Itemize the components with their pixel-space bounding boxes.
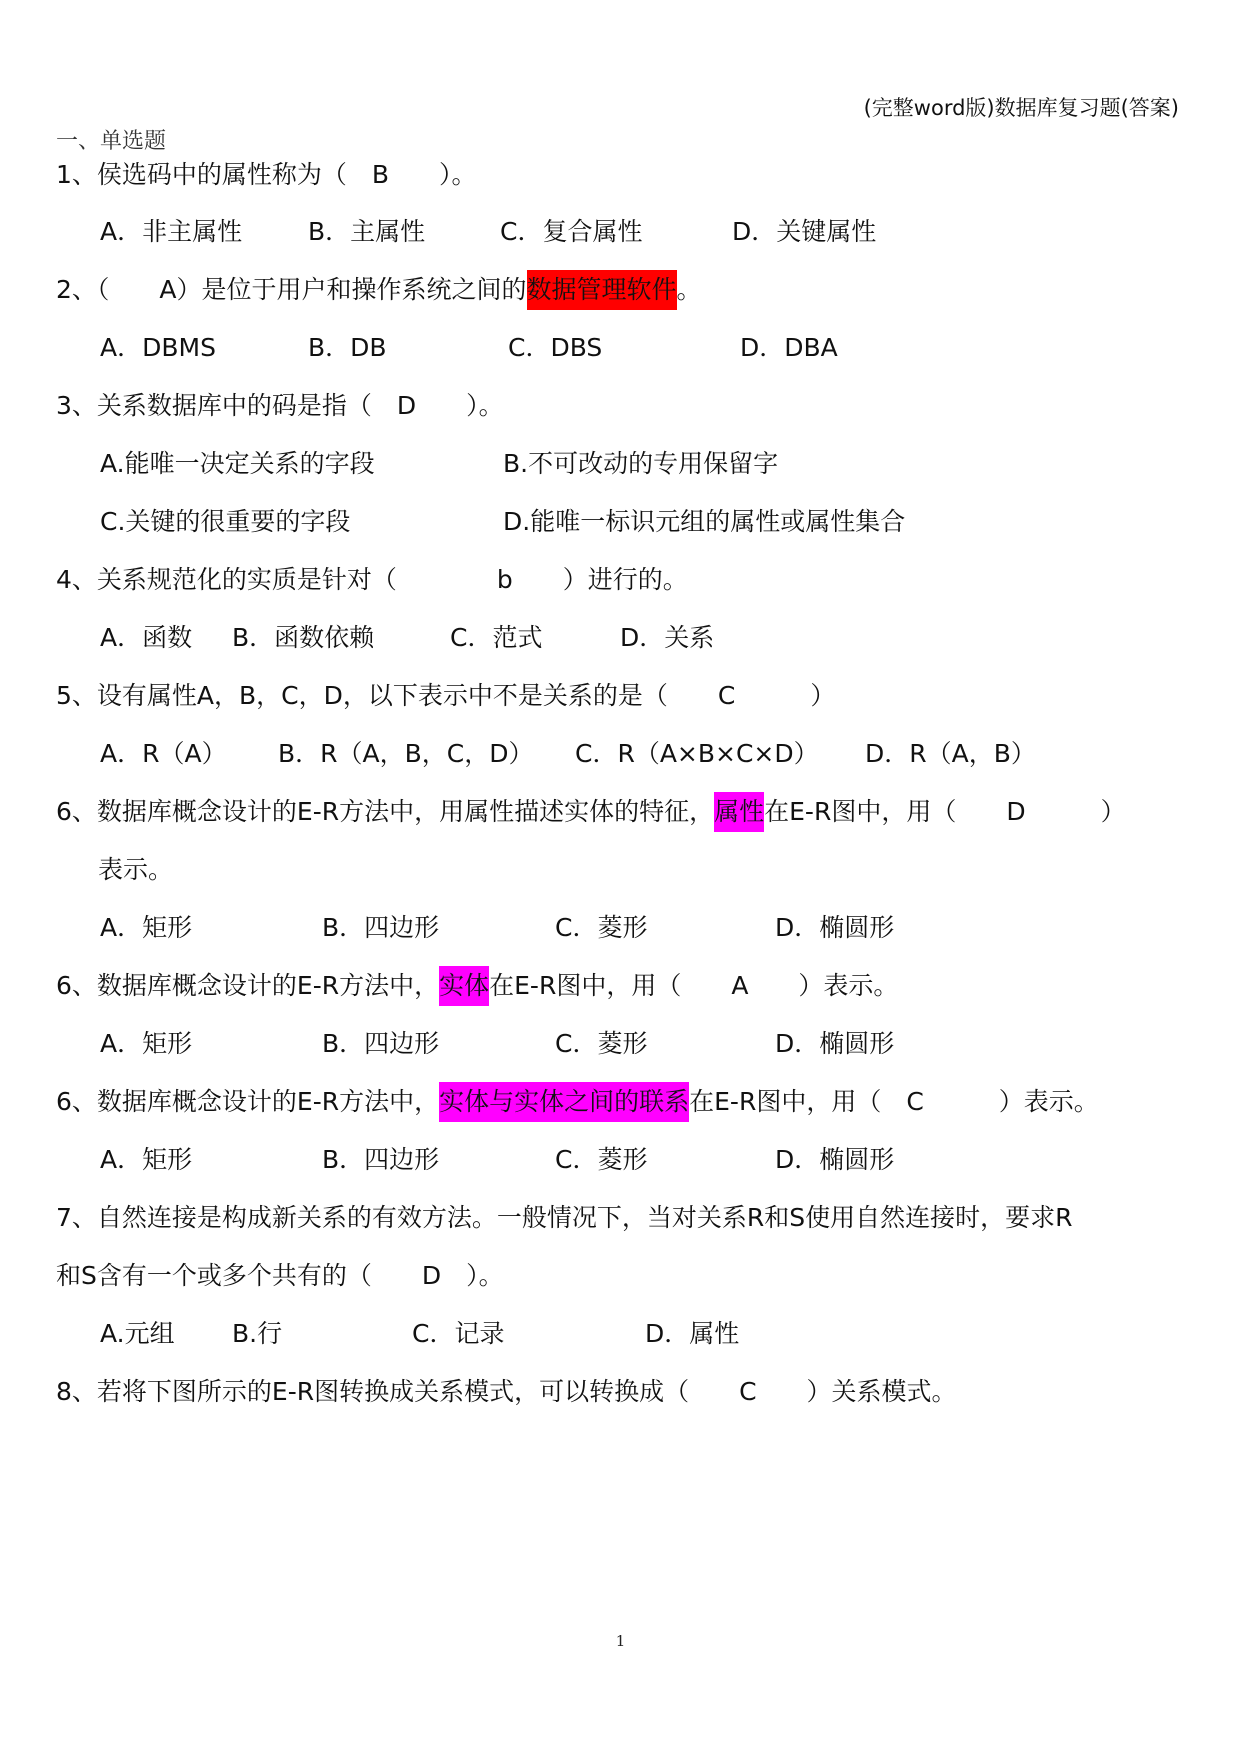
- option-c: C．记录: [412, 1319, 505, 1348]
- option-d: D．DBA: [740, 333, 838, 362]
- question-text-after: 在E-R图中，用（ A ）表示。: [489, 971, 899, 1000]
- option-a: A．函数: [100, 623, 193, 652]
- option-a: A.元组: [100, 1319, 175, 1348]
- highlight-red: 数据管理软件: [527, 270, 677, 310]
- question-text: 5、设有属性A，B，C，D，以下表示中不是关系的是（ C ）: [56, 681, 836, 710]
- option-d: D．椭圆形: [775, 913, 895, 942]
- question-text-continuation: 表示。: [98, 855, 174, 884]
- option-c: C．范式: [450, 623, 543, 652]
- option-a: A．矩形: [100, 1029, 193, 1058]
- question-text-before: 6、数据库概念设计的E-R方法中，: [56, 971, 440, 1000]
- question-text-after: 在E-R图中，用（ C ）表示。: [689, 1087, 1099, 1116]
- option-b: B．R（A，B，C，D）: [278, 739, 534, 768]
- highlight-magenta: 实体: [439, 966, 489, 1006]
- option-b: B．主属性: [308, 217, 426, 246]
- question-text: 1、侯选码中的属性称为（ B ）。: [56, 160, 477, 189]
- question-text-after: 。: [676, 275, 702, 304]
- option-a: A．DBMS: [100, 333, 216, 362]
- option-c: C．菱形: [555, 913, 648, 942]
- option-b: B．四边形: [322, 913, 440, 942]
- question-text: 3、关系数据库中的码是指（ D ）。: [56, 391, 504, 420]
- option-c: C．菱形: [555, 1029, 648, 1058]
- page-header: (完整word版)数据库复习题(答案): [863, 96, 1179, 120]
- option-d: D.能唯一标识元组的属性或属性集合: [503, 507, 906, 536]
- option-c: C．R（A×B×C×D）: [575, 739, 819, 768]
- question-text: [56, 792, 1126, 832]
- question-text-before: 2、（ A）是位于用户和操作系统之间的: [56, 275, 527, 304]
- option-c: C．复合属性: [500, 217, 643, 246]
- option-b: B．四边形: [322, 1029, 440, 1058]
- option-d: D．属性: [645, 1319, 740, 1348]
- question-text: [56, 1082, 1099, 1122]
- option-b: B．函数依赖: [232, 623, 375, 652]
- option-b: B．四边形: [322, 1145, 440, 1174]
- option-d: D．R（A，B）: [865, 739, 1036, 768]
- question-text-continuation: 和S含有一个或多个共有的（ D ）。: [56, 1261, 504, 1290]
- option-a: A．R（A）: [100, 739, 227, 768]
- section-title: 一、单选题: [56, 129, 167, 154]
- option-a: A.能唯一决定关系的字段: [100, 449, 375, 478]
- question-text: 4、关系规范化的实质是针对（ b ）进行的。: [56, 565, 688, 594]
- option-a: A．非主属性: [100, 217, 243, 246]
- question-text: [56, 966, 898, 1006]
- option-d: D．关键属性: [732, 217, 877, 246]
- question-text: 8、若将下图所示的E-R图转换成关系模式，可以转换成（ C ）关系模式。: [56, 1377, 957, 1406]
- option-c: C．DBS: [508, 333, 603, 362]
- option-d: D．关系: [620, 623, 715, 652]
- highlight-magenta: 属性: [714, 792, 764, 832]
- highlight-magenta: 实体与实体之间的联系: [439, 1082, 689, 1122]
- question-text: 7、自然连接是构成新关系的有效方法。一般情况下，当对关系R和S使用自然连接时，要求R: [56, 1203, 1073, 1232]
- option-b: B．DB: [308, 333, 387, 362]
- option-d: D．椭圆形: [775, 1029, 895, 1058]
- option-b: B.不可改动的专用保留字: [503, 449, 779, 478]
- page-number: 1: [615, 1632, 626, 1650]
- option-c: C．菱形: [555, 1145, 648, 1174]
- option-a: A．矩形: [100, 913, 193, 942]
- question-text-before: 6、数据库概念设计的E-R方法中，用属性描述实体的特征，: [56, 797, 715, 826]
- option-b: B.行: [232, 1319, 283, 1348]
- option-c: C.关键的很重要的字段: [100, 507, 351, 536]
- question-text: [56, 270, 702, 310]
- option-d: D．椭圆形: [775, 1145, 895, 1174]
- question-text-before: 6、数据库概念设计的E-R方法中，: [56, 1087, 440, 1116]
- option-a: A．矩形: [100, 1145, 193, 1174]
- question-text-after: 在E-R图中，用（ D ）: [764, 797, 1126, 826]
